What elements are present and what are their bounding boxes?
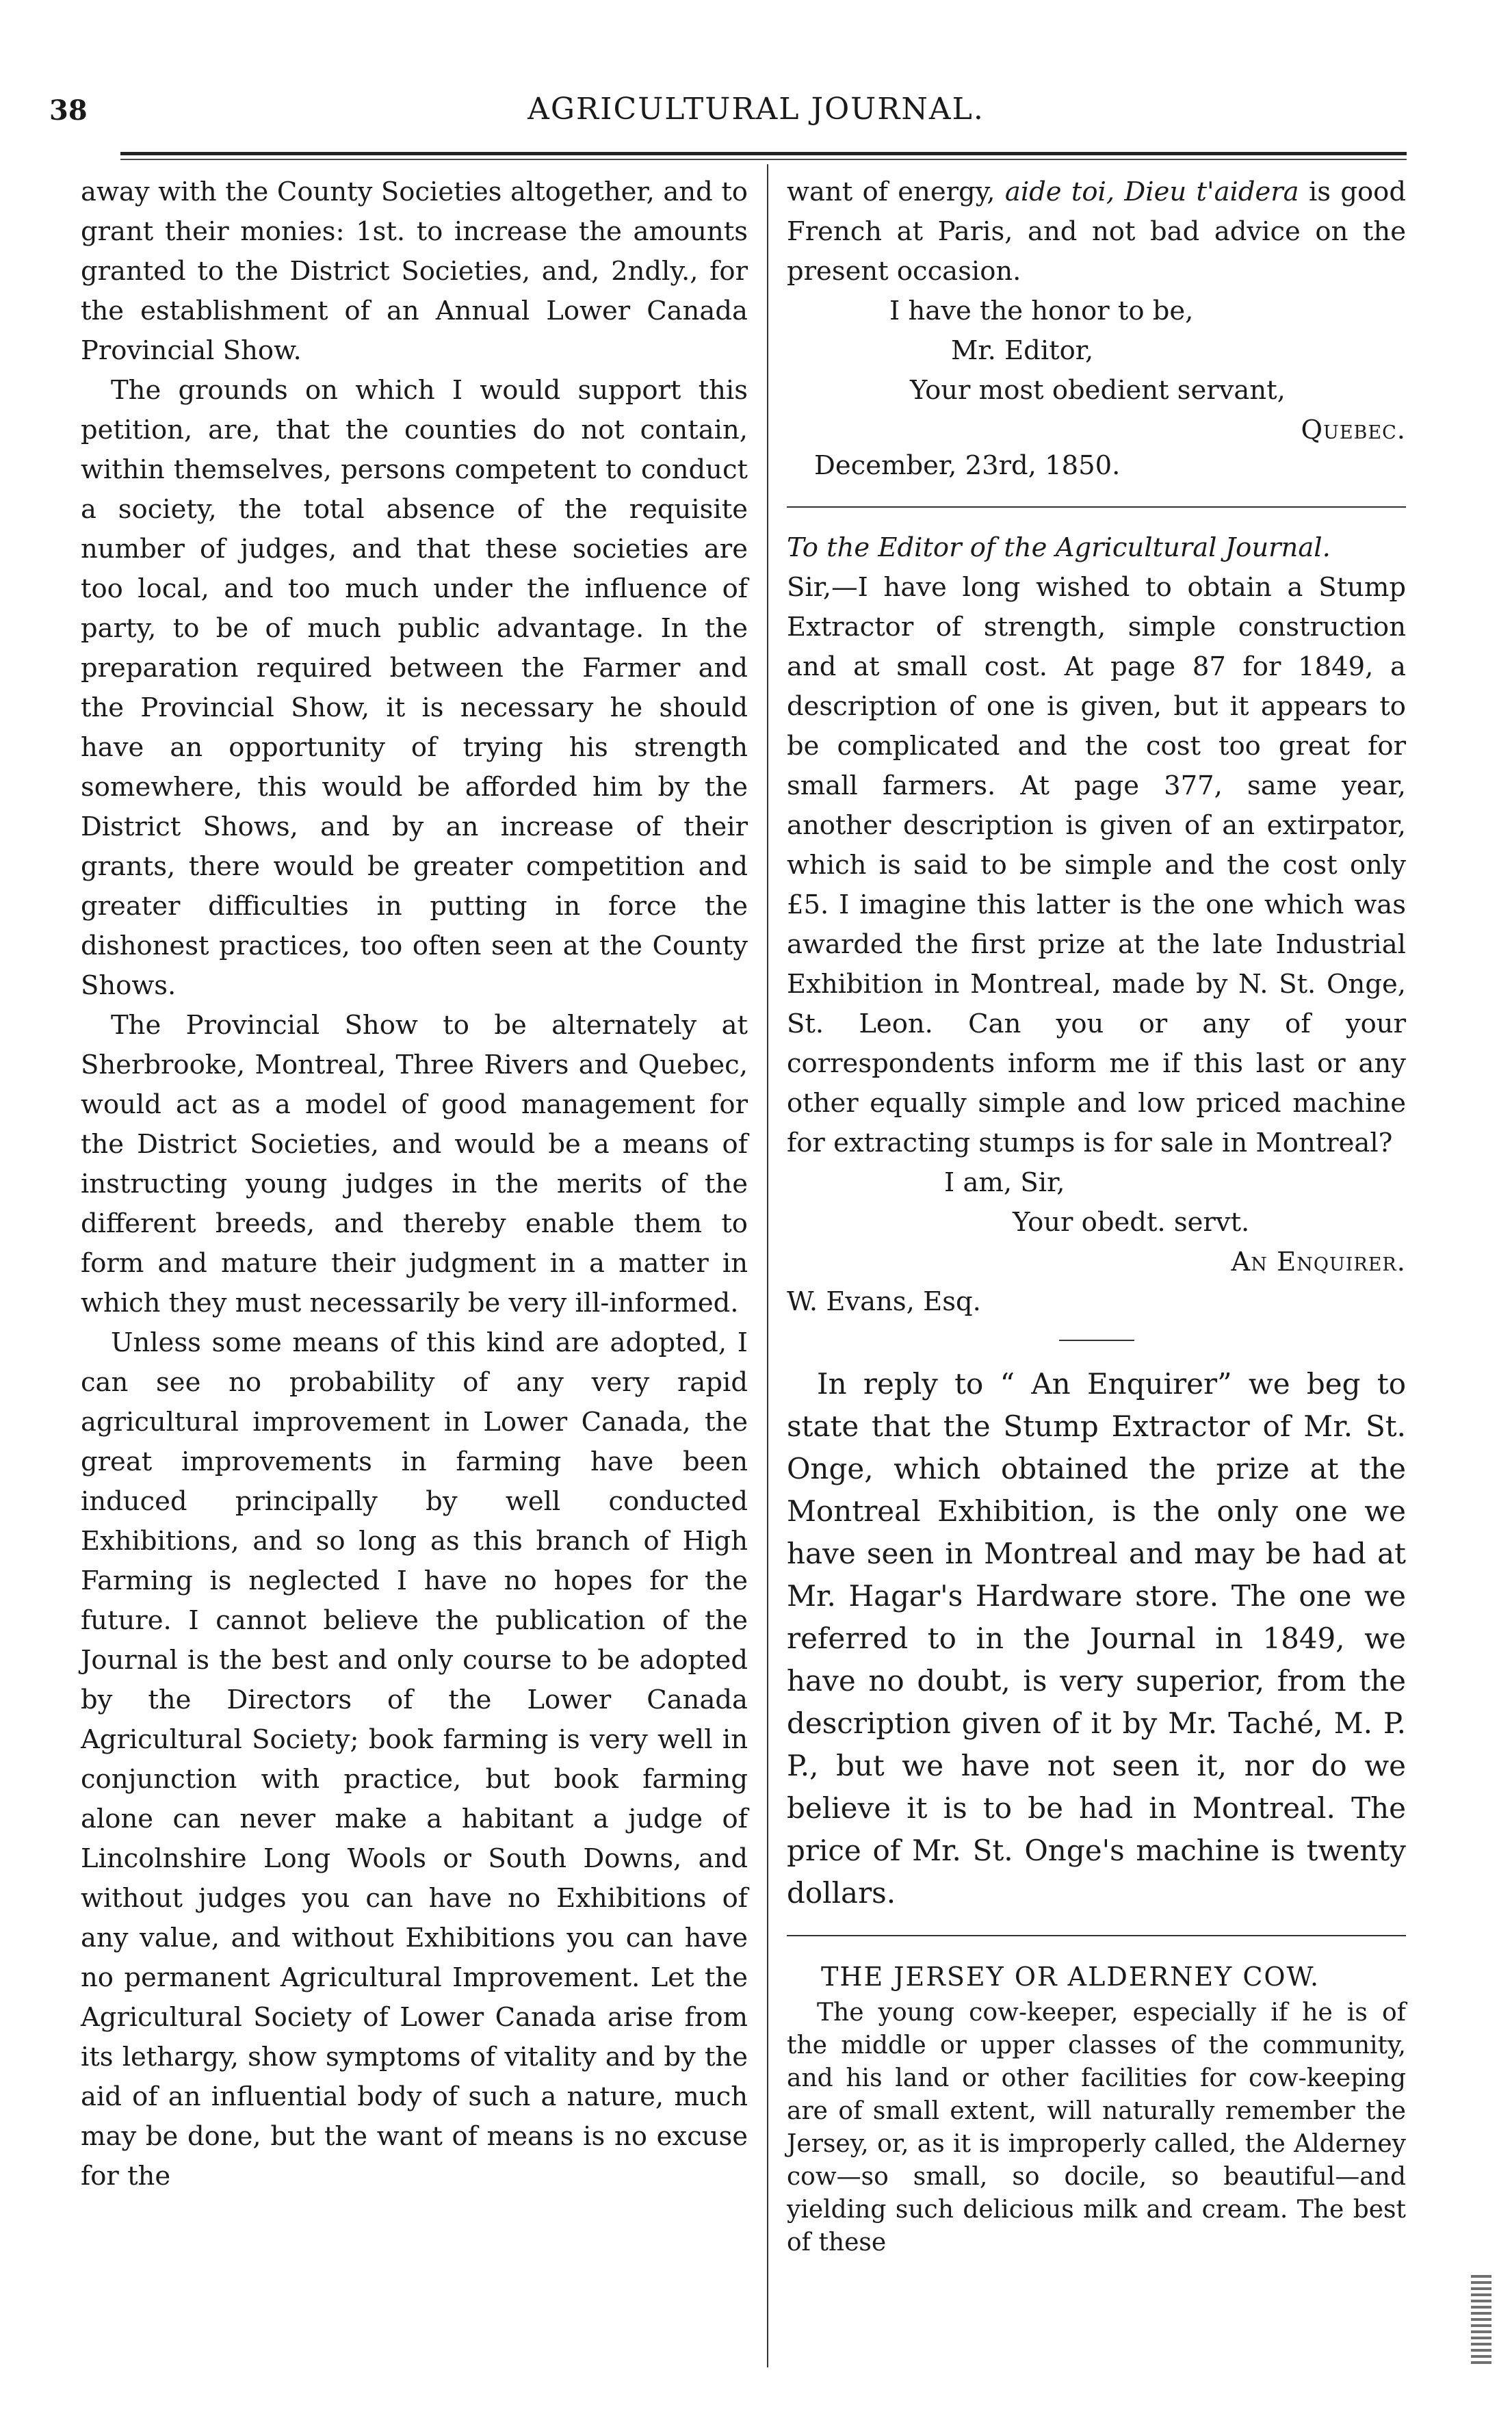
editor-reply: In reply to “ An Enquirer” we beg to state that the Stump Extractor of Mr. St. Onge, which obtained the prize at the Montreal Exhibition, is the only one we have seen in Montreal and may be had at Mr. Hagar's Hardware store. The one we referred to in the Journal in 1849, we have no doubt, is very superior, from the description given of it by Mr. Taché, M. P. P., but we have not seen it, nor do we believe it is to be had in Montreal. The price of Mr. St. Onge's machine is twenty dollars. (787, 1367, 1406, 1910)
article-text: The young cow-keeper, especially if he is of the middle or upper classes of the community, and his land or other facilities for cow-keeping are of small extent, will naturally remember the Jersey, or, as it is improperly called, the Alderney cow—so small, so docile, so beautiful—and yielding such delicious milk and cream. The best of these (787, 1999, 1406, 2257)
closing-line: Your most obedient servant, (910, 375, 1286, 406)
right-column (787, 172, 1406, 2259)
paragraph: Unless some means of this kind are adopted, I can see no probability of any very rapid agricultural improvement in Lower Canada, the great improvements in farming have been induced principally by well conducted Exhibitions, and so long as this branch of High Farming is neglected I have no hopes for the future. I cannot believe the publication of the Journal is the best and only course to be adopted by the Directors of the Lower Canada Agricultural Society; book farming is very well in conjunction with practice, but book farming alone can never make a habitant a judge of Lincolnshire Long Wools or South Downs, and without judges you can have no Exhibitions of any value, and without Exhibitions you can have no permanent Agricultural Improvement. Let the Agricultural Society of Lower Canada arise from its lethargy, show symptoms of vitality and by the aid of an influential body of such a nature, much may be done, but the want of means is no excuse for the (81, 1327, 748, 2192)
paragraph: The grounds on which I would support this petition, are, that the counties do not contain, within themselves, persons competent to conduct a society, the total absence of the requisite number of judges, and that these societies are too local, and too much under the influence of party, to be of much public advantage. In the preparation required between the Farmer and the Provincial Show, it is necessary he should have an opportunity of trying his strength somewhere, this would be afforded him by the District Shows, and by an increase of their grants, there would be greater competition and greater difficulties in putting in force the dishonest practices, too often seen at the County Shows. (81, 375, 748, 1001)
header-rule (120, 152, 1407, 155)
page-number: 38 (49, 94, 88, 127)
letter-date: December, 23rd, 1850. (814, 450, 1121, 481)
column-divider (767, 164, 768, 2367)
paragraph: The Provincial Show to be alternately at Sherbrooke, Montreal, Three Rivers and Quebec, would act as a model of good management for the District Societies, and would be a means of instructing young judges in the merits of the different breeds, and thereby enable them to form and mature their judgment in a matter in which they must necessarily be very ill-informed. (81, 1010, 748, 1318)
running-head: AGRICULTURAL JOURNAL. (527, 92, 985, 127)
section-rule (787, 1935, 1406, 1936)
addressee: W. Evans, Esq. (787, 1286, 981, 1317)
header-rule-thin (120, 159, 1407, 160)
left-column (81, 172, 748, 2196)
scan-margin-mark (1471, 2275, 1491, 2364)
signature: Quebec. (1301, 415, 1406, 445)
letter-continuation: want of energy, aide toi, Dieu t'aidera is good French at Paris, and not bad advice on the present occasion. (787, 177, 1406, 287)
section-rule (787, 506, 1406, 508)
closing-line: Your obedt. servt. (1013, 1207, 1250, 1238)
paragraph: away with the County Societies altogether, and to grant their monies: 1st. to increase the amounts granted to the District Societies, and, 2ndly., for the establishment of an Annual Lower Canada Provincial Show. (81, 177, 748, 366)
letter-body: Sir,—I have long wished to obtain a Stump Extractor of strength, simple construction and at small cost. At page 87 for 1849, a description of one is given, but it appears to be complicated and the cost too great for small farmers. At page 377, same year, another description is given of an extirpator, which is said to be simple and the cost only £5. I imagine this latter is the one which was awarded the first prize at the late Industrial Exhibition in Montreal, made by N. St. Onge, St. Leon. Can you or any of your correspondents inform me if this last or any other equally simple and low priced machine for extracting stumps is for sale in Montreal? (787, 572, 1406, 1158)
closing-line: I have the honor to be, (889, 296, 1194, 326)
signature: An Enquirer. (1231, 1247, 1406, 1277)
closing-line: I am, Sir, (944, 1167, 1065, 1198)
article-title: THE JERSEY OR ALDERNEY COW. (821, 1962, 1320, 1992)
letter-heading: To the Editor of the Agricultural Journal. (787, 532, 1331, 563)
closing-line: Mr. Editor, (951, 335, 1094, 366)
letter-closing (787, 291, 1406, 486)
letter-closing (787, 1163, 1406, 1322)
short-rule (1059, 1340, 1134, 1341)
